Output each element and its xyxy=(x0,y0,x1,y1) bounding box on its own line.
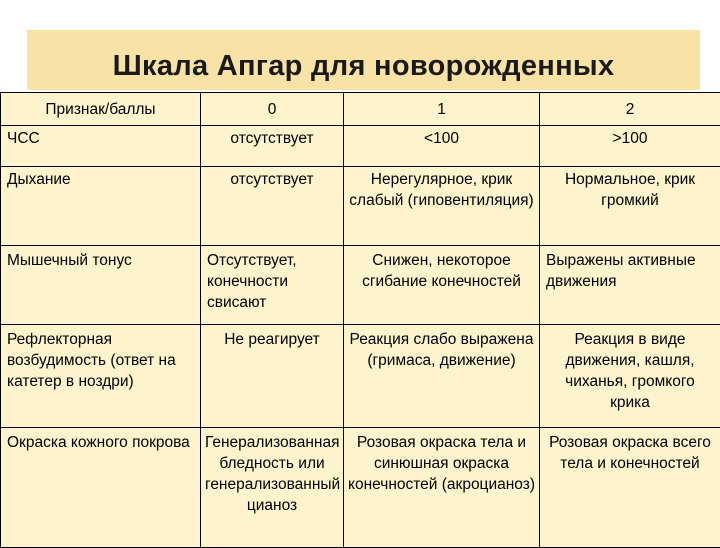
header-cell: 0 xyxy=(201,93,344,126)
table-cell: Реакция в виде движения, кашля, чиханья, громкого крика xyxy=(540,325,720,428)
table-cell: Мышечный тонус xyxy=(1,246,201,325)
header-cell: 1 xyxy=(344,93,540,126)
table-cell: Не реагирует xyxy=(201,325,344,428)
table-cell: отсутствует xyxy=(201,126,344,167)
table-cell: Рефлекторная возбудимость (ответ на катетер в ноздри) xyxy=(1,325,201,428)
table-cell: Нормальное, крик громкий xyxy=(540,167,720,246)
table-cell: Выражены активные движения xyxy=(540,246,720,325)
table-cell: Розовая окраска всего тела и конечностей xyxy=(540,428,720,548)
table-header-row xyxy=(1,93,720,126)
table-cell: Нерегулярное, крик слабый (гиповентиляция) xyxy=(344,167,540,246)
apgar-table xyxy=(0,92,720,548)
header-cell: Признак/баллы xyxy=(1,93,201,126)
table-cell: отсутствует xyxy=(201,167,344,246)
table-row xyxy=(1,246,720,325)
table-cell: Дыхание xyxy=(1,167,201,246)
table-cell: Окраска кожного покрова xyxy=(1,428,201,548)
table-cell: <100 xyxy=(344,126,540,167)
table-row xyxy=(1,167,720,246)
header-cell: 2 xyxy=(540,93,720,126)
table-row xyxy=(1,428,720,548)
table-row xyxy=(1,126,720,167)
table-cell: Реакция слабо выражена (гримаса, движение) xyxy=(344,325,540,428)
table-cell: >100 xyxy=(540,126,720,167)
page-title: Шкала Апгар для новорожденных xyxy=(27,50,700,83)
table-row xyxy=(1,325,720,428)
table-cell: Розовая окраска тела и синюшная окраска конечностей (акроцианоз) xyxy=(344,428,540,548)
table-cell: Генерализованная бледность или генерализованный цианоз xyxy=(201,428,344,548)
table-cell: Отсутствует, конечности свисают xyxy=(201,246,344,325)
table-cell: ЧСС xyxy=(1,126,201,167)
table-cell: Снижен, некоторое сгибание конечностей xyxy=(344,246,540,325)
